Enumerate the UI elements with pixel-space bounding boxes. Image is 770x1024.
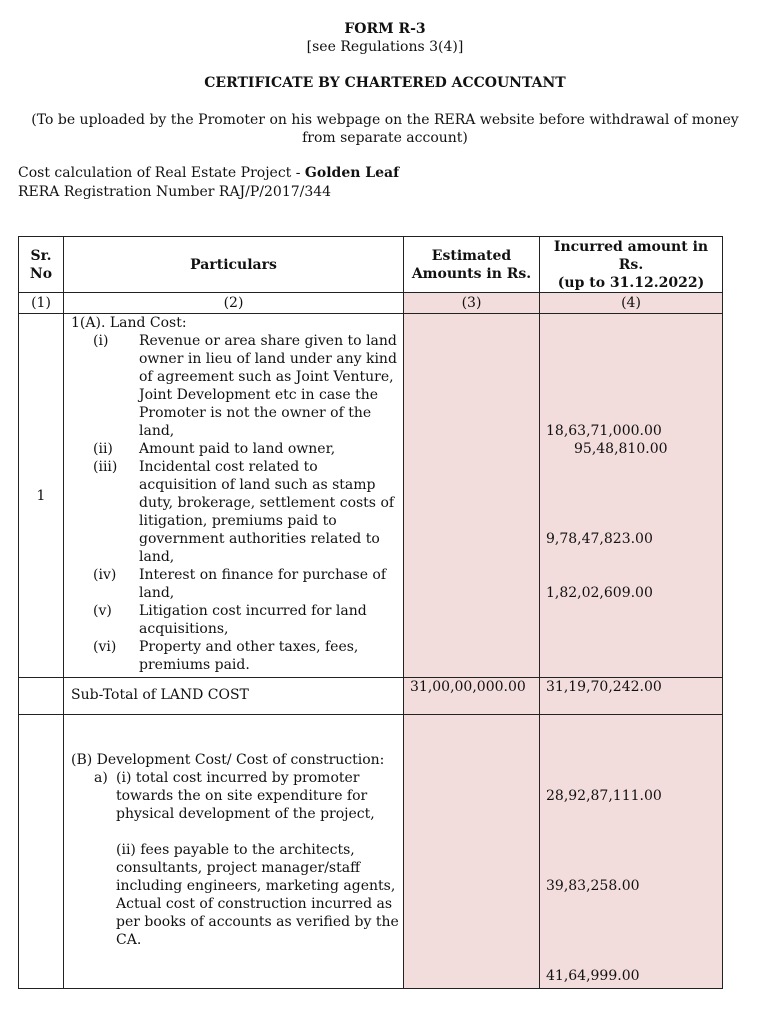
land-cost-srno: 1 <box>19 314 64 678</box>
land-item-iii <box>71 458 399 566</box>
development-amount-actual: 41,64,999.00 <box>546 968 640 984</box>
development-item-a-i <box>71 769 399 823</box>
land-item-vi <box>71 638 399 674</box>
colnum-4: (4) <box>540 293 723 314</box>
colnum-1: (1) <box>19 293 64 314</box>
cost-table <box>18 236 723 989</box>
subtotal-estimated: 31,00,00,000.00 <box>404 678 540 715</box>
upload-note-line2: from separate account) <box>302 130 468 146</box>
land-item-v-num: (v) <box>93 603 112 619</box>
header-particulars: Particulars <box>64 237 404 293</box>
form-title: FORM R-3 <box>344 21 426 37</box>
project-line <box>18 164 399 183</box>
header-srno: Sr. No <box>19 237 64 293</box>
development-cost-srno <box>19 715 64 989</box>
registration-number: RERA Registration Number RAJ/P/2017/344 <box>18 184 332 200</box>
land-item-ii-num: (ii) <box>93 441 113 457</box>
table-header-row <box>19 237 723 293</box>
subtotal-srno <box>19 678 64 715</box>
development-amount-fees: 39,83,258.00 <box>546 878 640 894</box>
land-cost-estimated <box>404 314 540 678</box>
development-item-a-i-text: (i) total cost incurred by promoter towards the on site expenditure for physical development of the project, <box>116 770 375 822</box>
land-item-iv <box>71 566 399 602</box>
subtotal-row <box>19 678 723 715</box>
land-amount-incidental: 9,78,47,823.00 <box>546 531 653 547</box>
colnum-3: (3) <box>404 293 540 314</box>
development-cost-row <box>19 715 723 989</box>
land-item-vi-num: (vi) <box>93 639 117 655</box>
land-item-ii-text: Amount paid to land owner, <box>139 441 336 457</box>
development-cost-estimated <box>404 715 540 989</box>
land-item-i-text: Revenue or area share given to land owner in lieu of land under any kind of agreement such as Joint Venture, Joint Development etc in case the Promoter is not the owner of the land, <box>139 333 397 439</box>
subtotal-label: Sub-Total of LAND COST <box>64 678 404 715</box>
header-incurred-date: (up to 31.12.2022) <box>557 274 705 291</box>
land-item-i <box>71 332 399 440</box>
upload-note-line1: (To be uploaded by the Promoter on his webpage on the RERA website before withdrawal of money <box>31 112 739 128</box>
regulation-reference: [see Regulations 3(4)] <box>306 39 464 55</box>
development-cost-heading: (B) Development Cost/ Cost of construction: <box>71 752 385 768</box>
land-item-iii-num: (iii) <box>93 459 118 475</box>
development-item-actual-text: Actual cost of construction incurred as per books of accounts as verified by the CA. <box>116 896 399 948</box>
land-cost-particulars <box>64 314 404 678</box>
land-item-iv-text: Interest on finance for purchase of land, <box>139 567 387 601</box>
project-prefix: Cost calculation of Real Estate Project - <box>18 165 305 181</box>
header-incurred-label: Incurred amount in Rs. <box>553 238 709 273</box>
development-amount-onsite: 28,92,87,111.00 <box>546 788 662 804</box>
subtotal-incurred: 31,19,70,242.00 <box>540 678 723 715</box>
land-amount-interest: 1,82,02,609.00 <box>546 585 653 601</box>
land-cost-heading: 1(A). Land Cost: <box>71 315 187 331</box>
development-cost-incurred <box>540 715 723 989</box>
header-estimated: Estimated Amounts in Rs. <box>404 237 540 293</box>
land-item-i-num: (i) <box>93 333 109 349</box>
header-incurred <box>540 237 723 293</box>
development-item-actual <box>71 895 399 949</box>
land-amount-paid: 95,48,810.00 <box>574 441 668 457</box>
certificate-title: CERTIFICATE BY CHARTERED ACCOUNTANT <box>204 75 566 91</box>
land-item-v-text: Litigation cost incurred for land acquisitions, <box>139 603 367 637</box>
land-item-ii <box>71 440 399 458</box>
development-item-a-ii-text: (ii) fees payable to the architects, consultants, project manager/staff including engineers, marketing agents, <box>116 842 396 894</box>
project-name: Golden Leaf <box>304 165 400 181</box>
colnum-2: (2) <box>64 293 404 314</box>
column-number-row <box>19 293 723 314</box>
land-item-v <box>71 602 399 638</box>
land-item-iii-text: Incidental cost related to acquisition of land such as stamp duty, brokerage, settlement costs of litigation, premiums paid to government authorities related to land, <box>139 459 395 565</box>
land-cost-row <box>19 314 723 678</box>
land-item-iv-num: (iv) <box>93 567 117 583</box>
development-item-a-num: a) <box>94 770 108 786</box>
land-amount-owner-share: 18,63,71,000.00 <box>546 423 662 439</box>
land-cost-incurred <box>540 314 723 678</box>
land-item-vi-text: Property and other taxes, fees, premiums paid. <box>139 639 359 673</box>
development-item-a-ii <box>71 841 399 895</box>
development-cost-particulars <box>64 715 404 989</box>
